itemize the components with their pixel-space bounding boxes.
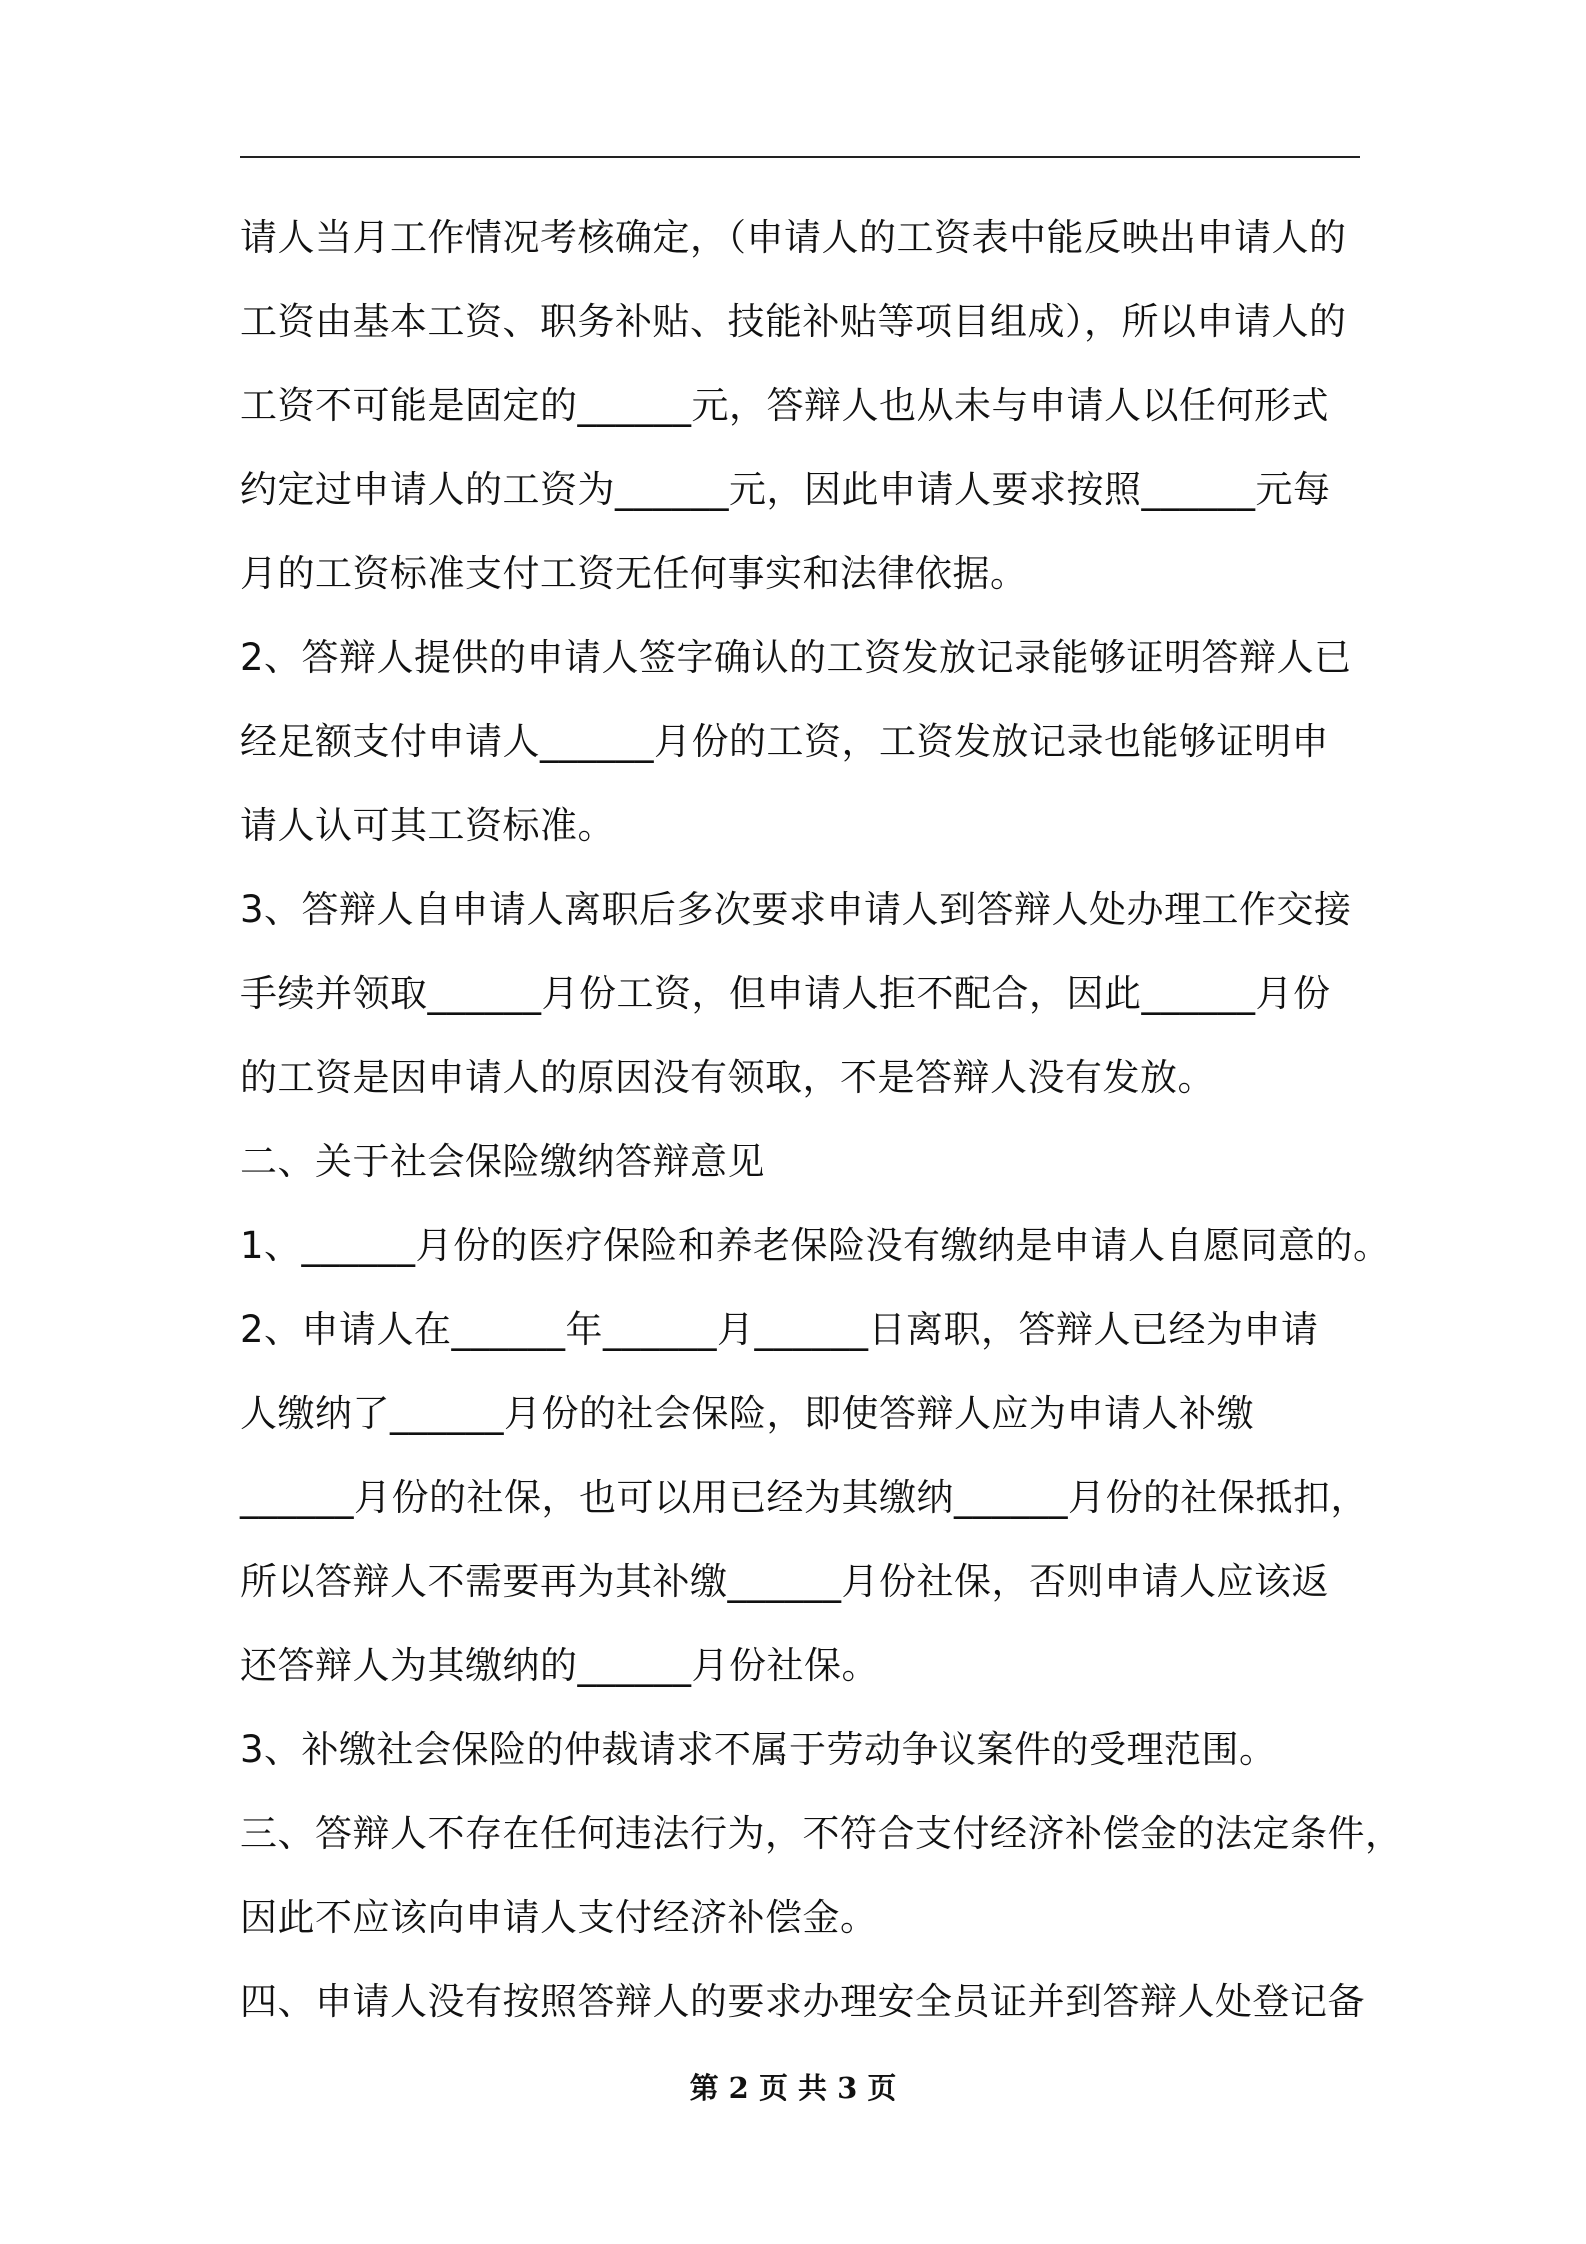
body-line: 约定过申请人的工资为______元，因此申请人要求按照______元每 bbox=[240, 468, 1331, 511]
body-line: 所以答辩人不需要再为其补缴______月份社保，否则申请人应该返 bbox=[240, 1560, 1329, 1603]
body-line: 3、答辩人自申请人离职后多次要求申请人到答辩人处办理工作交接 bbox=[240, 888, 1352, 931]
body-line: 还答辩人为其缴纳的______月份社保。 bbox=[240, 1644, 879, 1687]
body-line: 经足额支付申请人______月份的工资，工资发放记录也能够证明申 bbox=[240, 720, 1329, 763]
document-body bbox=[240, 196, 1403, 2044]
body-line: 1、______月份的医疗保险和养老保险没有缴纳是申请人自愿同意的。 bbox=[240, 1224, 1391, 1267]
body-line: 2、申请人在______年______月______日离职，答辩人已经为申请 bbox=[240, 1308, 1319, 1351]
body-line: 工资不可能是固定的______元，答辩人也从未与申请人以任何形式 bbox=[240, 384, 1329, 427]
section-heading: 四、申请人没有按照答辩人的要求办理安全员证并到答辩人处登记备 bbox=[240, 1980, 1365, 2023]
body-line: 2、答辩人提供的申请人签字确认的工资发放记录能够证明答辩人已 bbox=[240, 636, 1352, 679]
body-line: 请人认可其工资标准。 bbox=[240, 804, 615, 847]
section-heading: 二、关于社会保险缴纳答辩意见 bbox=[240, 1140, 765, 1183]
body-line: 人缴纳了______月份的社会保险，即使答辩人应为申请人补缴 bbox=[240, 1392, 1254, 1435]
body-line: 月的工资标准支付工资无任何事实和法律依据。 bbox=[240, 552, 1028, 595]
body-line: 因此不应该向申请人支付经济补偿金。 bbox=[240, 1896, 878, 1939]
body-line: 3、补缴社会保险的仲裁请求不属于劳动争议案件的受理范围。 bbox=[240, 1728, 1277, 1771]
body-line: 的工资是因申请人的原因没有领取，不是答辩人没有发放。 bbox=[240, 1056, 1215, 1099]
body-line: 工资由基本工资、职务补贴、技能补贴等项目组成），所以申请人的 bbox=[240, 300, 1347, 343]
body-line: 请人当月工作情况考核确定，（申请人的工资表中能反映出申请人的 bbox=[240, 216, 1347, 259]
section-heading: 三、答辩人不存在任何违法行为，不符合支付经济补偿金的法定条件， bbox=[240, 1812, 1403, 1855]
body-line: ______月份的社保，也可以用已经为其缴纳______月份的社保抵扣， bbox=[240, 1476, 1368, 1519]
body-line: 手续并领取______月份工资，但申请人拒不配合，因此______月份 bbox=[240, 972, 1331, 1015]
header-rule bbox=[240, 156, 1360, 158]
page-footer: 第 2 页 共 3 页 bbox=[689, 2071, 897, 2105]
